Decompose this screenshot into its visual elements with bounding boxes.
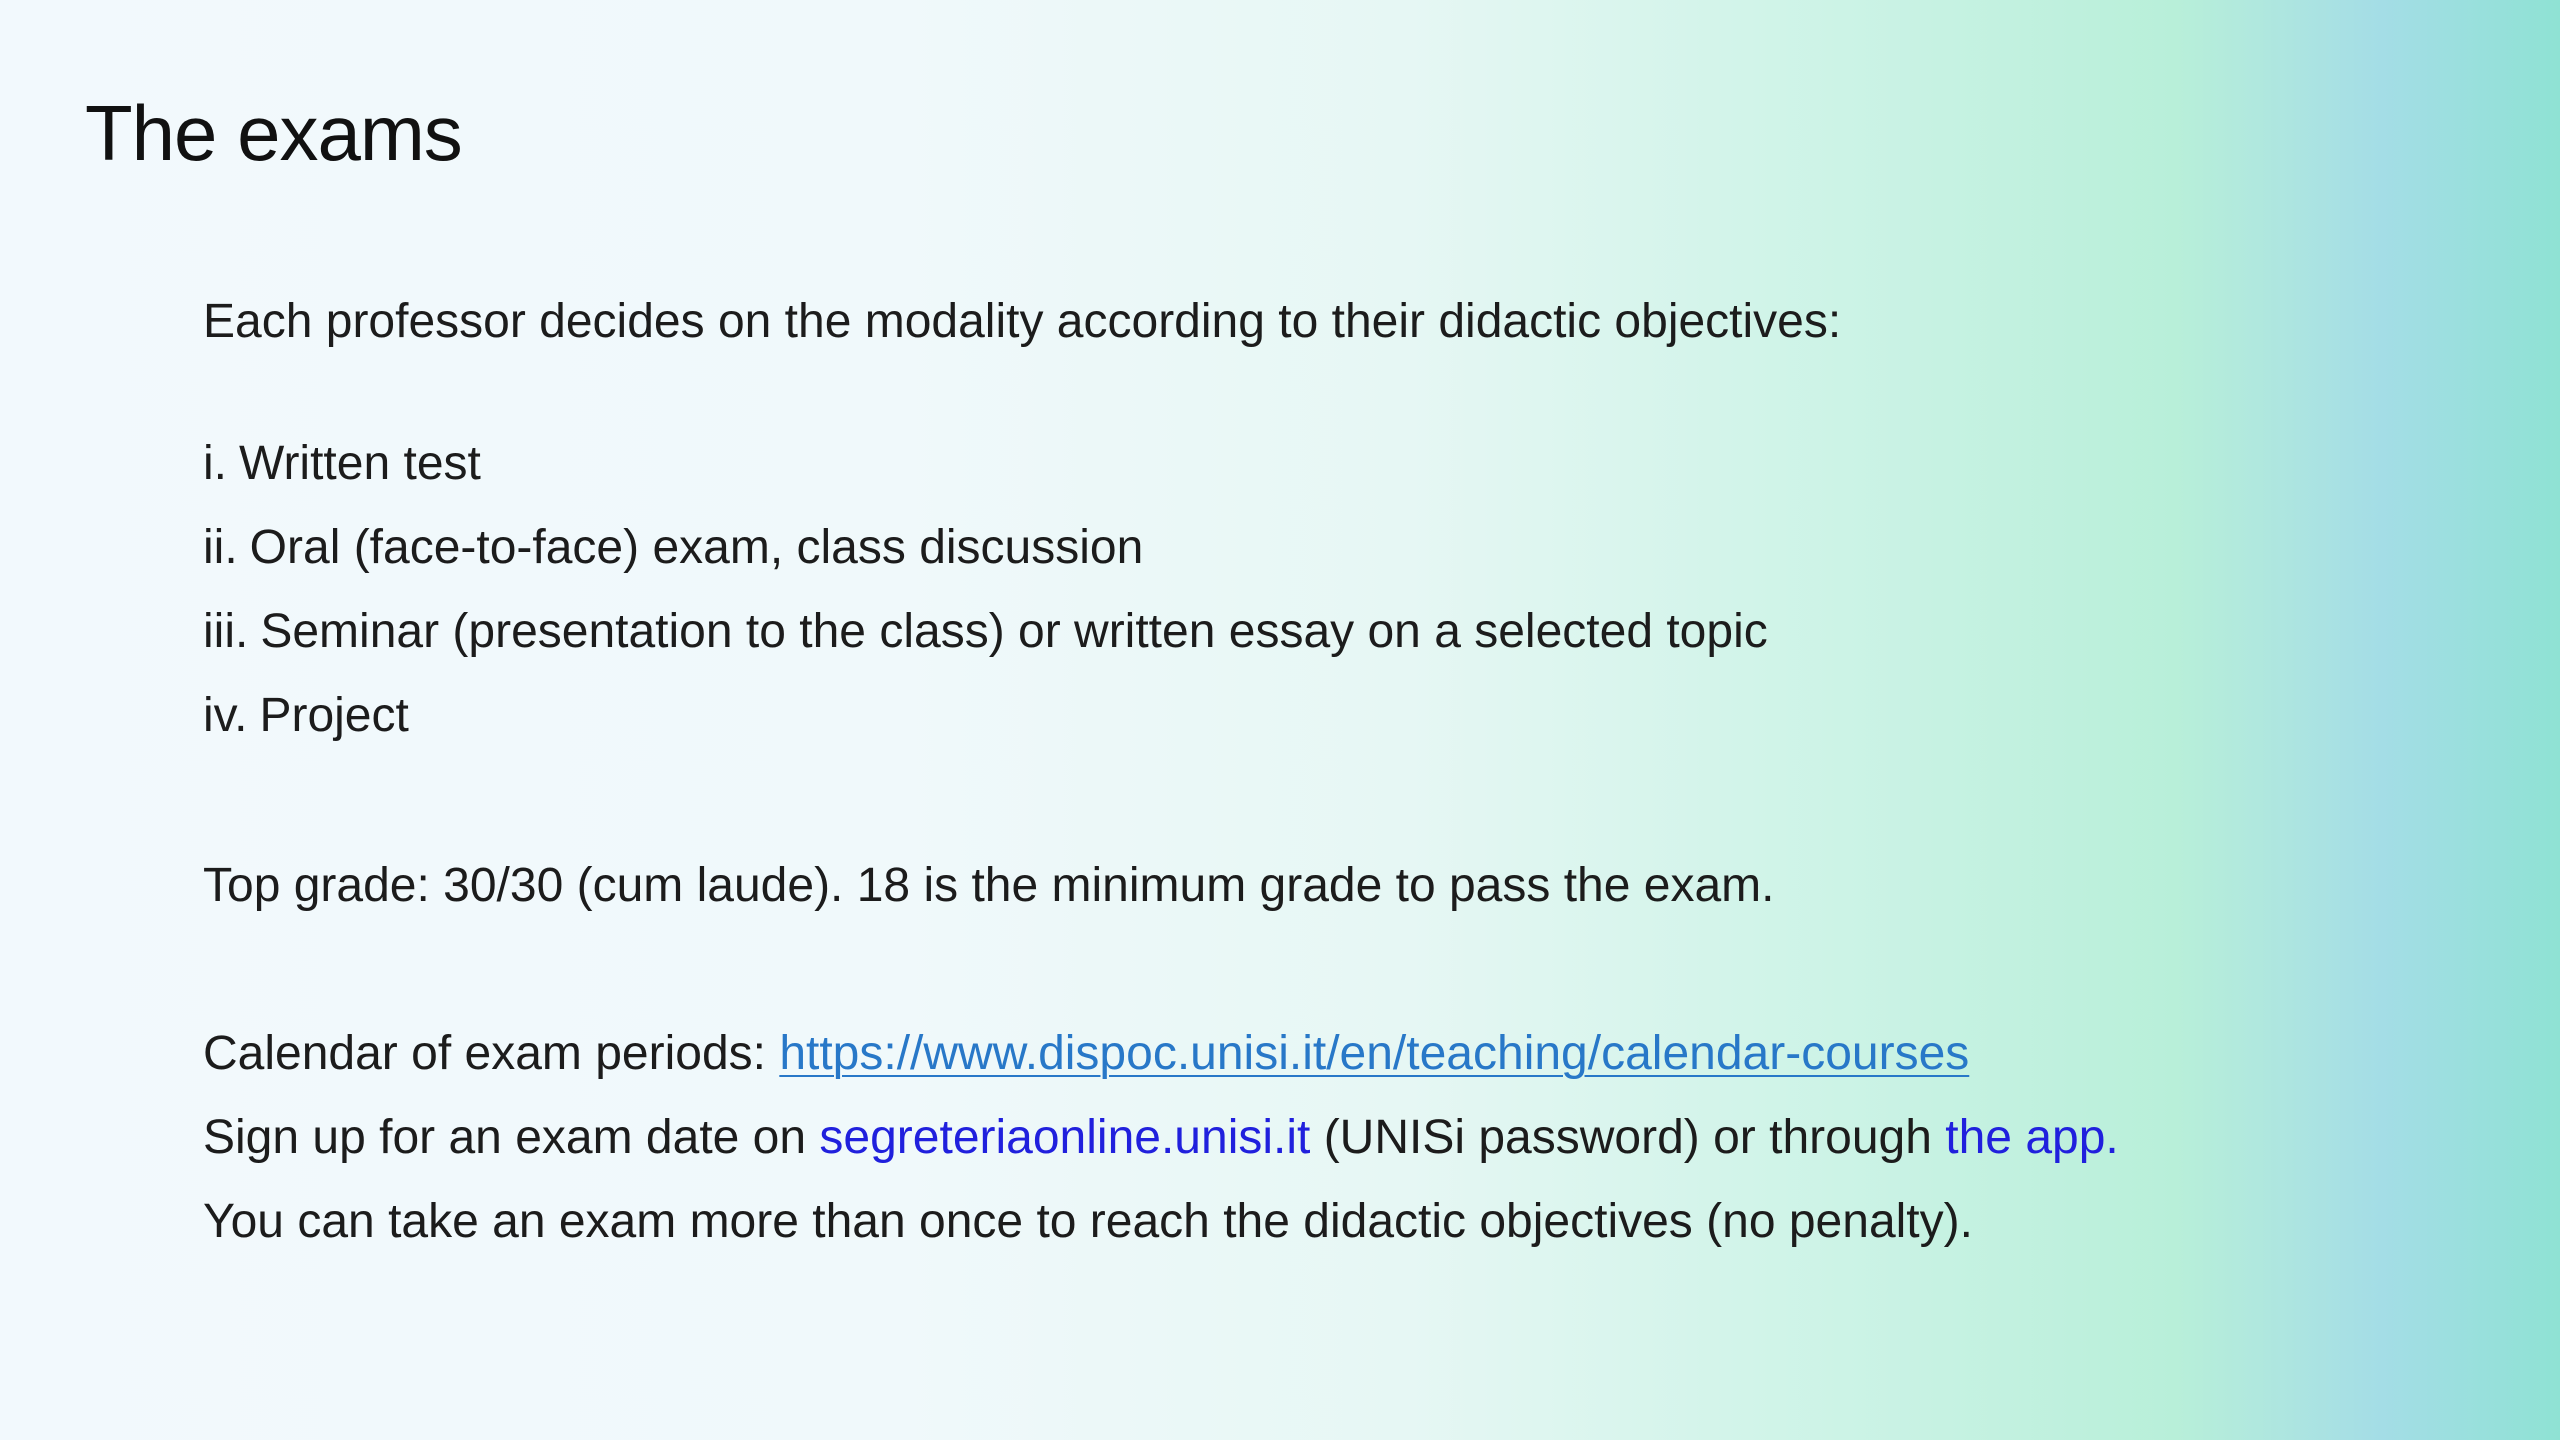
modality-item-3 bbox=[203, 605, 1768, 658]
modality-item-2 bbox=[203, 521, 1144, 574]
list-marker: i. bbox=[203, 437, 227, 490]
list-marker: iii. bbox=[203, 605, 249, 658]
signup-middle: (UNISi password) or through bbox=[1310, 1111, 1946, 1164]
calendar-link[interactable]: https://www.dispoc.unisi.it/en/teaching/calendar-courses bbox=[779, 1027, 1970, 1080]
app-link[interactable]: the app. bbox=[1945, 1111, 2119, 1164]
segreteria-link[interactable]: segreteriaonline.unisi.it bbox=[819, 1111, 1311, 1164]
list-marker: iv. bbox=[203, 689, 248, 742]
calendar-line bbox=[203, 1027, 1970, 1080]
list-marker: ii. bbox=[203, 521, 238, 574]
modality-text: Project bbox=[259, 689, 409, 742]
modality-text: Seminar (presentation to the class) or written essay on a selected topic bbox=[260, 605, 1768, 658]
slide-title: The exams bbox=[85, 89, 462, 177]
modality-item-1 bbox=[203, 437, 481, 490]
intro-text: Each professor decides on the modality according to their didactic objectives: bbox=[203, 295, 1842, 348]
calendar-label: Calendar of exam periods: bbox=[203, 1027, 780, 1080]
modality-text: Written test bbox=[239, 437, 481, 490]
modality-text: Oral (face-to-face) exam, class discussion bbox=[249, 521, 1144, 574]
retake-text: You can take an exam more than once to reach the didactic objectives (no penalty). bbox=[203, 1195, 1973, 1248]
signup-prefix: Sign up for an exam date on bbox=[203, 1111, 820, 1164]
modality-item-4 bbox=[203, 689, 409, 742]
signup-line bbox=[203, 1111, 2119, 1164]
grading-text: Top grade: 30/30 (cum laude). 18 is the minimum grade to pass the exam. bbox=[203, 859, 1775, 912]
